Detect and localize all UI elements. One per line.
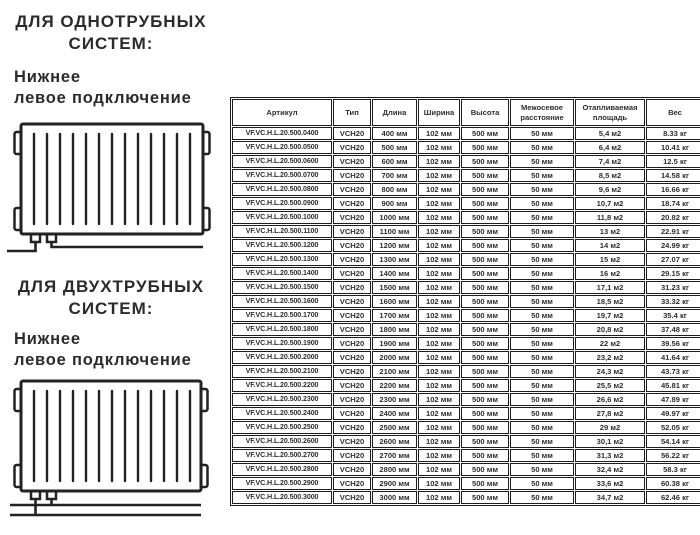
table-row: [232, 379, 700, 392]
table-cell: 50 мм: [510, 393, 574, 406]
table-cell: 37.48 кг: [646, 323, 700, 336]
two-pipe-radiator-diagram: [6, 376, 218, 524]
table-cell: 500 мм: [461, 155, 509, 168]
table-cell: 12.5 кг: [646, 155, 700, 168]
table-cell: VF.VC.H.L.20.500.2400: [232, 407, 332, 420]
table-cell: VCH20: [333, 169, 371, 182]
table-cell: 500 мм: [461, 183, 509, 196]
table-cell: VF.VC.H.L.20.500.1800: [232, 323, 332, 336]
table-cell: 26,6 м2: [575, 393, 645, 406]
table-cell: 24.99 кг: [646, 239, 700, 252]
table-header-row: [232, 99, 700, 126]
table-cell: 102 мм: [418, 267, 460, 280]
table-cell: 500 мм: [461, 323, 509, 336]
table-cell: VF.VC.H.L.20.500.2100: [232, 365, 332, 378]
table-cell: 50 мм: [510, 281, 574, 294]
table-cell: 102 мм: [418, 183, 460, 196]
table-cell: VCH20: [333, 421, 371, 434]
title-line: ДЛЯ ОДНОТРУБНЫХ: [15, 12, 207, 31]
table-cell: VCH20: [333, 435, 371, 448]
table-cell: 500 мм: [461, 141, 509, 154]
table-cell: 800 мм: [372, 183, 417, 196]
table-cell: 1700 мм: [372, 309, 417, 322]
table-cell: VCH20: [333, 127, 371, 140]
table-row: [232, 239, 700, 252]
table-cell: VF.VC.H.L.20.500.0500: [232, 141, 332, 154]
table-cell: 102 мм: [418, 295, 460, 308]
table-row: [232, 477, 700, 490]
table-cell: 400 мм: [372, 127, 417, 140]
table-cell: 102 мм: [418, 435, 460, 448]
table-cell: 500 мм: [461, 477, 509, 490]
table-row: [232, 463, 700, 476]
table-cell: VF.VC.H.L.20.500.2300: [232, 393, 332, 406]
table-cell: 18,5 м2: [575, 295, 645, 308]
table-cell: VCH20: [333, 379, 371, 392]
table-cell: VCH20: [333, 183, 371, 196]
table-cell: 600 мм: [372, 155, 417, 168]
table-cell: 102 мм: [418, 225, 460, 238]
spec-table: [230, 97, 700, 506]
table-cell: 102 мм: [418, 393, 460, 406]
table-cell: 13 м2: [575, 225, 645, 238]
table-cell: 50 мм: [510, 407, 574, 420]
table-row: [232, 155, 700, 168]
table-cell: 500 мм: [461, 127, 509, 140]
table-cell: 32,4 м2: [575, 463, 645, 476]
table-cell: 102 мм: [418, 477, 460, 490]
table-cell: 54.14 кг: [646, 435, 700, 448]
table-cell: 500 мм: [461, 351, 509, 364]
table-cell: 102 мм: [418, 169, 460, 182]
title-line: СИСТЕМ:: [68, 34, 154, 53]
table-cell: 500 мм: [461, 393, 509, 406]
table-cell: 500 мм: [461, 379, 509, 392]
table-cell: 18.74 кг: [646, 197, 700, 210]
table-cell: 45.81 кг: [646, 379, 700, 392]
table-cell: 2300 мм: [372, 393, 417, 406]
table-cell: VCH20: [333, 449, 371, 462]
table-cell: 500 мм: [461, 407, 509, 420]
table-row: [232, 253, 700, 266]
table-cell: 2700 мм: [372, 449, 417, 462]
table-cell: 31.23 кг: [646, 281, 700, 294]
table-row: [232, 407, 700, 420]
table-cell: 50 мм: [510, 477, 574, 490]
table-cell: 50 мм: [510, 351, 574, 364]
table-cell: 50 мм: [510, 365, 574, 378]
table-cell: 102 мм: [418, 337, 460, 350]
table-cell: 500 мм: [461, 421, 509, 434]
table-cell: 900 мм: [372, 197, 417, 210]
table-cell: 56.22 кг: [646, 449, 700, 462]
title-line: ДЛЯ ДВУХТРУБНЫХ: [17, 277, 205, 296]
table-cell: 50 мм: [510, 463, 574, 476]
table-cell: VF.VC.H.L.20.500.2500: [232, 421, 332, 434]
table-cell: 500 мм: [461, 337, 509, 350]
table-cell: 102 мм: [418, 449, 460, 462]
table-cell: 30,1 м2: [575, 435, 645, 448]
table-cell: 52.05 кг: [646, 421, 700, 434]
table-cell: 8,5 м2: [575, 169, 645, 182]
table-cell: 50 мм: [510, 141, 574, 154]
table-row: [232, 365, 700, 378]
table-cell: 50 мм: [510, 379, 574, 392]
table-cell: 1600 мм: [372, 295, 417, 308]
column-header: Вес: [646, 99, 700, 126]
table-cell: 102 мм: [418, 351, 460, 364]
two-pipe-section-title: [8, 276, 214, 320]
table-row: [232, 267, 700, 280]
table-cell: 500 мм: [461, 169, 509, 182]
single-pipe-radiator-diagram: [6, 116, 218, 258]
table-cell: VF.VC.H.L.20.500.2800: [232, 463, 332, 476]
table-cell: 17,1 м2: [575, 281, 645, 294]
subtitle-line: Нижнее: [14, 330, 81, 348]
table-cell: 2900 мм: [372, 477, 417, 490]
table-cell: 500 мм: [461, 295, 509, 308]
table-cell: 20.82 кг: [646, 211, 700, 224]
table-cell: VF.VC.H.L.20.500.1600: [232, 295, 332, 308]
table-row: [232, 197, 700, 210]
table-cell: 500 мм: [461, 365, 509, 378]
table-cell: VF.VC.H.L.20.500.1200: [232, 239, 332, 252]
subtitle-line: Нижнее: [14, 68, 81, 86]
table-cell: VCH20: [333, 337, 371, 350]
table-row: [232, 295, 700, 308]
table-cell: 102 мм: [418, 309, 460, 322]
table-cell: VCH20: [333, 225, 371, 238]
table-cell: 500 мм: [461, 211, 509, 224]
table-cell: VCH20: [333, 267, 371, 280]
table-cell: 5,4 м2: [575, 127, 645, 140]
table-cell: VCH20: [333, 155, 371, 168]
table-cell: 19,7 м2: [575, 309, 645, 322]
table-cell: 500 мм: [461, 435, 509, 448]
column-header: Высота: [461, 99, 509, 126]
table-cell: 50 мм: [510, 309, 574, 322]
table-cell: 2200 мм: [372, 379, 417, 392]
table-cell: 500 мм: [461, 267, 509, 280]
table-cell: 1900 мм: [372, 337, 417, 350]
table-cell: 29.15 кг: [646, 267, 700, 280]
column-header: Артикул: [232, 99, 332, 126]
table-cell: 1200 мм: [372, 239, 417, 252]
table-cell: VCH20: [333, 477, 371, 490]
table-cell: 102 мм: [418, 211, 460, 224]
table-cell: 50 мм: [510, 337, 574, 350]
table-cell: VCH20: [333, 239, 371, 252]
table-cell: 2100 мм: [372, 365, 417, 378]
column-header: Длина: [372, 99, 417, 126]
table-cell: 25,5 м2: [575, 379, 645, 392]
table-cell: 50 мм: [510, 169, 574, 182]
table-cell: 8.33 кг: [646, 127, 700, 140]
column-header: Тип: [333, 99, 371, 126]
table-cell: 500 мм: [461, 225, 509, 238]
table-cell: VCH20: [333, 309, 371, 322]
table-cell: 16 м2: [575, 267, 645, 280]
table-cell: 29 м2: [575, 421, 645, 434]
table-cell: 102 мм: [418, 155, 460, 168]
table-cell: 500 мм: [461, 449, 509, 462]
column-header: Отапливаемая площадь: [575, 99, 645, 126]
table-row: [232, 225, 700, 238]
table-cell: 1100 мм: [372, 225, 417, 238]
table-cell: 33,6 м2: [575, 477, 645, 490]
table-cell: 9,6 м2: [575, 183, 645, 196]
table-cell: 2800 мм: [372, 463, 417, 476]
table-cell: VCH20: [333, 463, 371, 476]
table-cell: 14.58 кг: [646, 169, 700, 182]
table-row: [232, 281, 700, 294]
table-cell: 50 мм: [510, 435, 574, 448]
table-cell: 1500 мм: [372, 281, 417, 294]
table-cell: VF.VC.H.L.20.500.1400: [232, 267, 332, 280]
table-cell: 47.89 кг: [646, 393, 700, 406]
table-cell: 2500 мм: [372, 421, 417, 434]
table-cell: VF.VC.H.L.20.500.1500: [232, 281, 332, 294]
table-cell: VCH20: [333, 351, 371, 364]
table-cell: 14 м2: [575, 239, 645, 252]
table-cell: 3000 мм: [372, 491, 417, 504]
spec-table-container: [230, 97, 698, 506]
table-cell: 500 мм: [461, 253, 509, 266]
table-cell: 50 мм: [510, 295, 574, 308]
table-cell: 102 мм: [418, 197, 460, 210]
table-row: [232, 127, 700, 140]
table-cell: 50 мм: [510, 197, 574, 210]
title-line: СИСТЕМ:: [68, 299, 154, 318]
table-cell: 500 мм: [461, 463, 509, 476]
table-cell: VF.VC.H.L.20.500.2600: [232, 435, 332, 448]
table-cell: 50 мм: [510, 267, 574, 280]
table-row: [232, 351, 700, 364]
table-row: [232, 449, 700, 462]
table-cell: VF.VC.H.L.20.500.3000: [232, 491, 332, 504]
table-cell: 102 мм: [418, 141, 460, 154]
table-cell: 43.73 кг: [646, 365, 700, 378]
table-cell: 102 мм: [418, 407, 460, 420]
table-cell: 50 мм: [510, 211, 574, 224]
table-cell: 33.32 кг: [646, 295, 700, 308]
table-cell: 24,3 м2: [575, 365, 645, 378]
table-row: [232, 491, 700, 504]
table-cell: 50 мм: [510, 253, 574, 266]
table-cell: 10,7 м2: [575, 197, 645, 210]
table-row: [232, 169, 700, 182]
table-cell: 500 мм: [461, 281, 509, 294]
table-cell: 102 мм: [418, 379, 460, 392]
table-cell: VF.VC.H.L.20.500.0400: [232, 127, 332, 140]
table-cell: 10.41 кг: [646, 141, 700, 154]
table-cell: 50 мм: [510, 225, 574, 238]
table-cell: VF.VC.H.L.20.500.2000: [232, 351, 332, 364]
subtitle-line: левое подключение: [14, 351, 192, 369]
table-row: [232, 309, 700, 322]
table-cell: 1400 мм: [372, 267, 417, 280]
table-cell: VCH20: [333, 393, 371, 406]
table-cell: VCH20: [333, 281, 371, 294]
table-cell: 6,4 м2: [575, 141, 645, 154]
table-cell: 49.97 кг: [646, 407, 700, 420]
table-cell: VF.VC.H.L.20.500.0800: [232, 183, 332, 196]
table-cell: 500 мм: [461, 197, 509, 210]
table-row: [232, 337, 700, 350]
table-cell: 15 м2: [575, 253, 645, 266]
table-cell: VCH20: [333, 141, 371, 154]
table-cell: 34,7 м2: [575, 491, 645, 504]
table-cell: 102 мм: [418, 281, 460, 294]
table-row: [232, 323, 700, 336]
table-row: [232, 211, 700, 224]
two-pipe-connection-label: [14, 329, 224, 371]
table-cell: 102 мм: [418, 463, 460, 476]
table-cell: 41.64 кг: [646, 351, 700, 364]
table-cell: VCH20: [333, 211, 371, 224]
table-cell: VCH20: [333, 253, 371, 266]
table-cell: VF.VC.H.L.20.500.2200: [232, 379, 332, 392]
table-cell: 11,8 м2: [575, 211, 645, 224]
table-cell: VF.VC.H.L.20.500.1900: [232, 337, 332, 350]
table-cell: 62.46 кг: [646, 491, 700, 504]
table-cell: 102 мм: [418, 365, 460, 378]
table-cell: VF.VC.H.L.20.500.1000: [232, 211, 332, 224]
table-cell: 102 мм: [418, 127, 460, 140]
table-row: [232, 393, 700, 406]
table-cell: VF.VC.H.L.20.500.1700: [232, 309, 332, 322]
table-cell: 7,4 м2: [575, 155, 645, 168]
table-cell: 58.3 кг: [646, 463, 700, 476]
table-cell: 39.56 кг: [646, 337, 700, 350]
table-cell: VCH20: [333, 407, 371, 420]
table-cell: 500 мм: [372, 141, 417, 154]
table-cell: 27.07 кг: [646, 253, 700, 266]
table-cell: VF.VC.H.L.20.500.1300: [232, 253, 332, 266]
table-cell: 2400 мм: [372, 407, 417, 420]
table-cell: VCH20: [333, 323, 371, 336]
column-header: Ширина: [418, 99, 460, 126]
table-cell: 20,8 м2: [575, 323, 645, 336]
table-cell: VF.VC.H.L.20.500.0600: [232, 155, 332, 168]
table-cell: 102 мм: [418, 253, 460, 266]
table-cell: VF.VC.H.L.20.500.2900: [232, 477, 332, 490]
subtitle-line: левое подключение: [14, 89, 192, 107]
table-cell: VCH20: [333, 197, 371, 210]
table-cell: 22.91 кг: [646, 225, 700, 238]
spec-table-body: [232, 127, 700, 504]
table-cell: 700 мм: [372, 169, 417, 182]
table-cell: 50 мм: [510, 155, 574, 168]
column-header: Межосевое расстояние: [510, 99, 574, 126]
table-cell: 50 мм: [510, 127, 574, 140]
table-cell: 50 мм: [510, 421, 574, 434]
table-cell: 50 мм: [510, 239, 574, 252]
table-cell: 60.38 кг: [646, 477, 700, 490]
table-row: [232, 183, 700, 196]
table-cell: VF.VC.H.L.20.500.0700: [232, 169, 332, 182]
table-cell: VCH20: [333, 491, 371, 504]
table-cell: VCH20: [333, 295, 371, 308]
table-cell: 50 мм: [510, 183, 574, 196]
table-cell: 50 мм: [510, 491, 574, 504]
table-cell: 102 мм: [418, 239, 460, 252]
table-cell: 500 мм: [461, 491, 509, 504]
table-cell: 16.66 кг: [646, 183, 700, 196]
table-cell: 50 мм: [510, 449, 574, 462]
table-cell: 31,3 м2: [575, 449, 645, 462]
table-row: [232, 435, 700, 448]
table-cell: 1000 мм: [372, 211, 417, 224]
table-cell: 23,2 м2: [575, 351, 645, 364]
table-cell: 1800 мм: [372, 323, 417, 336]
table-cell: 27,8 м2: [575, 407, 645, 420]
single-pipe-connection-label: [14, 67, 224, 109]
table-cell: VF.VC.H.L.20.500.2700: [232, 449, 332, 462]
table-cell: 2000 мм: [372, 351, 417, 364]
table-cell: 1300 мм: [372, 253, 417, 266]
table-cell: 50 мм: [510, 323, 574, 336]
table-row: [232, 421, 700, 434]
table-cell: VF.VC.H.L.20.500.1100: [232, 225, 332, 238]
table-cell: VF.VC.H.L.20.500.0900: [232, 197, 332, 210]
table-cell: 500 мм: [461, 239, 509, 252]
table-cell: 500 мм: [461, 309, 509, 322]
table-cell: 102 мм: [418, 421, 460, 434]
table-cell: 35.4 кг: [646, 309, 700, 322]
single-pipe-section-title: [8, 11, 214, 55]
table-cell: 102 мм: [418, 323, 460, 336]
table-cell: 2600 мм: [372, 435, 417, 448]
table-cell: VCH20: [333, 365, 371, 378]
table-row: [232, 141, 700, 154]
table-cell: 22 м2: [575, 337, 645, 350]
table-cell: 102 мм: [418, 491, 460, 504]
